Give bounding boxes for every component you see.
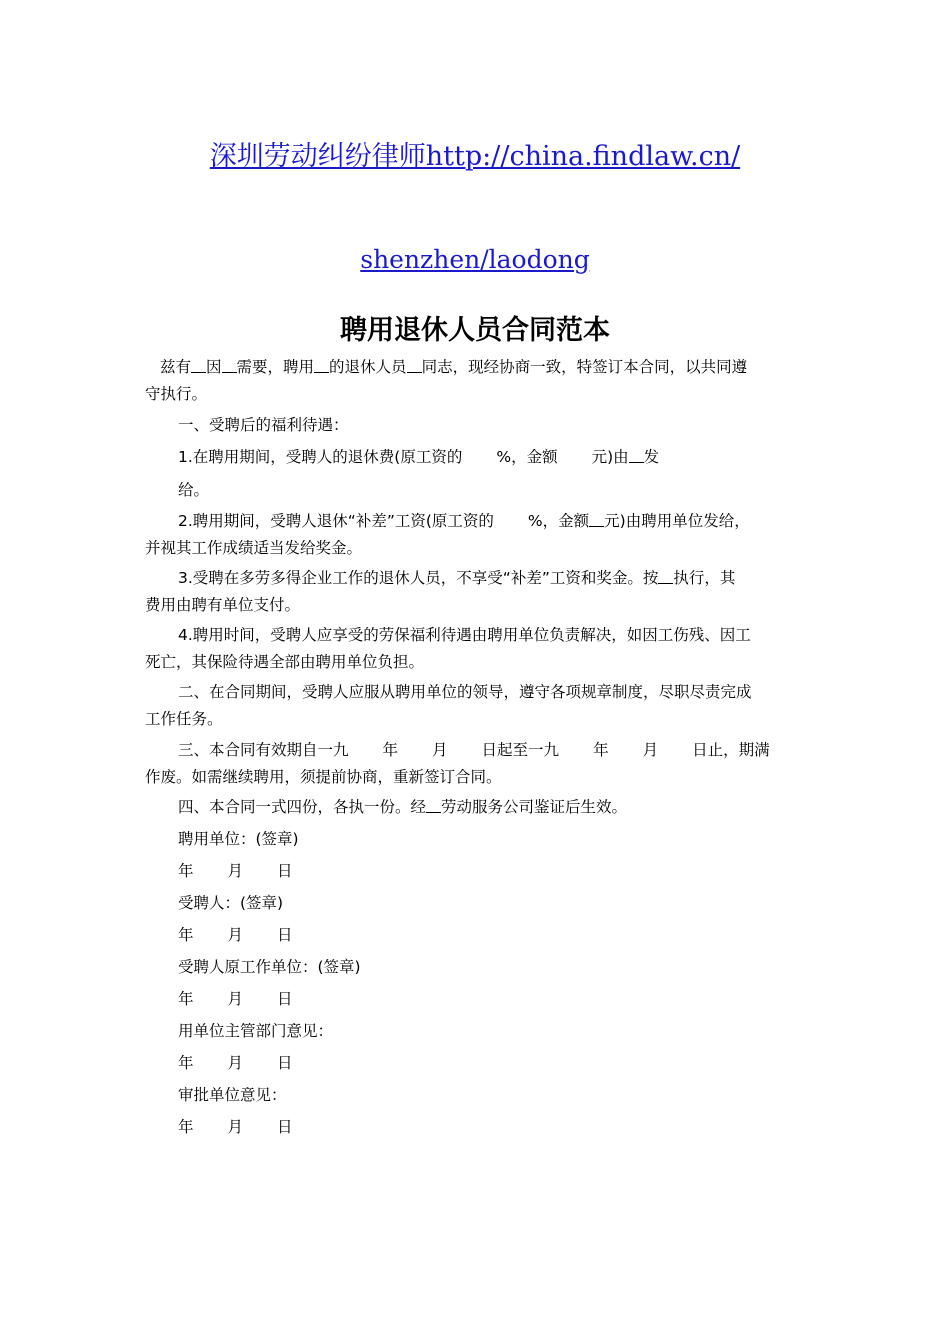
blank-line: [407, 358, 422, 373]
section1-item3-line2: 费用由聘有单位支付。: [145, 596, 301, 614]
date-day: 日: [277, 862, 293, 880]
date-month: 月: [227, 862, 244, 880]
section1-item1-line2: 给。: [178, 481, 210, 499]
document-title: 聘用退休人员合同范本: [340, 315, 610, 346]
intro-text: 需要，聘用: [236, 358, 315, 376]
section3-line1: [178, 737, 833, 764]
item-text: %，金额: [496, 448, 558, 466]
signature-label: 审批单位意见：: [178, 1086, 287, 1104]
section4-text: 劳动服务公司鉴证后生效。: [441, 798, 628, 816]
intro-text: 因: [206, 358, 222, 376]
section4-text: 四、本合同一式四份，各执一份。经: [178, 798, 427, 816]
section1-item2-line1: [178, 508, 833, 535]
section3-line2: 作废。如需继续聘用，须提前协商，重新签订合同。: [145, 768, 502, 786]
blank-line: [629, 448, 644, 463]
signature-label: 聘用单位：(签章): [178, 830, 299, 848]
date-month: 月: [227, 1118, 244, 1136]
date-year: 年: [178, 990, 194, 1008]
blank-line: [314, 358, 329, 373]
signature-date: [178, 1050, 833, 1077]
section4-line: [178, 794, 833, 821]
term-text: 三、本合同有效期自一九: [178, 741, 349, 759]
signature-label: 用单位主管部门意见：: [178, 1022, 334, 1040]
blank-line: [426, 798, 441, 813]
signature-date: [178, 858, 833, 885]
term-text: 日止，期满: [692, 741, 770, 759]
date-day: 日: [277, 1054, 293, 1072]
signature-date: [178, 922, 833, 949]
signature-label: 受聘人原工作单位：(签章): [178, 958, 361, 976]
section1-item1-line1: [178, 444, 833, 471]
date-day: 日: [277, 926, 293, 944]
intro-text: 兹有: [160, 358, 192, 376]
intro-line2: 守执行。: [145, 385, 208, 403]
date-month: 月: [227, 1054, 244, 1072]
section1-item4-line2: 死亡，其保险待遇全部由聘用单位负担。: [145, 653, 425, 671]
date-month: 月: [227, 990, 244, 1008]
intro-text: 的退休人员: [329, 358, 407, 376]
item-text: 元)由: [591, 448, 629, 466]
header-link-line1[interactable]: 深圳劳动纠纷律师http://china.findlaw.cn/: [209, 141, 741, 172]
header-link-line2[interactable]: shenzhen/laodong: [360, 245, 590, 274]
term-year: 年: [593, 741, 609, 759]
date-year: 年: [178, 926, 194, 944]
intro-text: 同志，现经协商一致，特签订本合同，以共同遵: [421, 358, 748, 376]
date-month: 月: [227, 926, 244, 944]
item-text: 执行，其: [673, 569, 736, 587]
signature-date: [178, 986, 833, 1013]
item-text: 1.在聘用期间，受聘人的退休费(原工资的: [178, 448, 463, 466]
item-text: 元)由聘用单位发给，: [604, 512, 750, 530]
section1-heading: 一、受聘后的福利待遇：: [178, 416, 349, 434]
item-text: 3.受聘在多劳多得企业工作的退休人员，不享受“补差”工资和奖金。按: [178, 569, 659, 587]
term-month: 月: [642, 741, 659, 759]
signature-date: [178, 1114, 833, 1141]
section2-line2: 工作任务。: [145, 710, 223, 728]
item-text: %，金额: [527, 512, 590, 530]
blank-line: [589, 512, 604, 527]
date-year: 年: [178, 862, 194, 880]
section2-line1: 二、在合同期间，受聘人应服从聘用单位的领导，遵守各项规章制度，尽职尽责完成: [178, 683, 752, 701]
blank-line: [191, 358, 206, 373]
date-day: 日: [277, 1118, 293, 1136]
section1-item4-line1: 4.聘用时间，受聘人应享受的劳保福利待遇由聘用单位负责解决，如因工伤残、因工: [178, 626, 751, 644]
term-year: 年: [382, 741, 399, 759]
term-text: 日起至一九: [481, 741, 560, 759]
item-text: 2.聘用期间，受聘人退休“补差”工资(原工资的: [178, 512, 494, 530]
blank-line: [222, 358, 237, 373]
term-month: 月: [432, 741, 448, 759]
intro-line1: [160, 354, 815, 381]
signature-label: 受聘人：(签章): [178, 894, 284, 912]
date-day: 日: [277, 990, 293, 1008]
blank-line: [658, 569, 673, 584]
date-year: 年: [178, 1118, 194, 1136]
section1-item3-line1: [178, 565, 833, 592]
item-text: 发: [643, 448, 660, 466]
date-year: 年: [178, 1054, 194, 1072]
section1-item2-line2: 并视其工作成绩适当发给奖金。: [145, 539, 363, 557]
